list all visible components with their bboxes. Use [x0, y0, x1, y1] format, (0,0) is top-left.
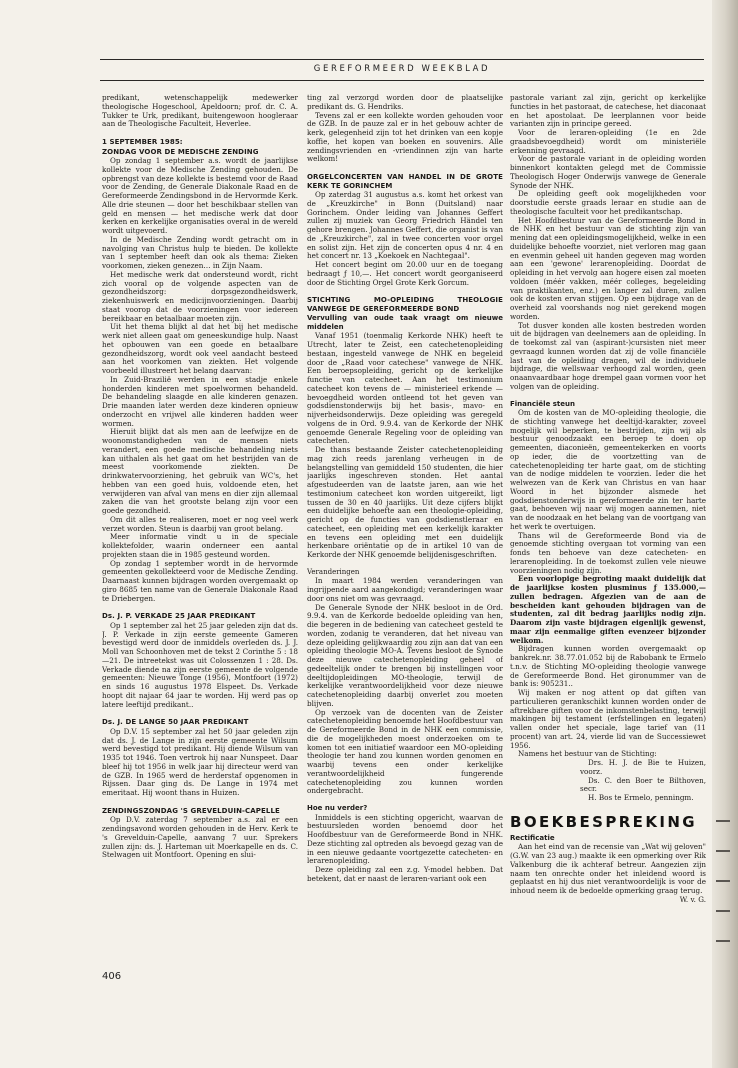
section-subheading: Hoe nu verder? — [307, 804, 368, 812]
section-heading: ORGELCONCERTEN VAN HANDEL IN DE GROTE KERK TE GORINCHEM — [307, 173, 503, 190]
edge-mark — [716, 850, 730, 852]
paragraph: Thans wil de Gereformeerde Bond via de genoemde stichting overgaan tot vorming van een fonds ten behoeve van deze catecheten- en lerarenopleiding. In de toekomst zullen vele nieuwe voorzieningen nodig zijn. — [510, 530, 706, 575]
paragraph: Voor de leraren-opleiding (1e en 2de graadsbevoegdheid) wordt om ministeriële erkenning gevraagd. — [510, 128, 706, 155]
section-subheading: Rectificatie — [510, 833, 555, 842]
paragraph: In de Medische Zending wordt getracht om in navolging van Christus hulp te bieden. De kollekte van 1 september heeft dan ook als thema: Zieken voorkomen, zieken genezen… in Zijn Naam. — [102, 234, 298, 270]
paragraph: Tot dusver konden alle kosten bestreden worden uit de bijdragen van deelnemers aan de opleiding. In de toekomst zal van (aspirant-)cursisten niet meer gevraagd kunnen worden dat zij de volle financiële last van de opleiding dragen, wil de individuele bijdrage, die wellswaar verhoogd zal worden, geen onaanvaardbaar hoge drempel gaan vormen voor het volgen van de opleiding. — [510, 320, 706, 391]
section-subheading: Veranderingen — [307, 567, 360, 576]
paragraph: Het Hoofdbestuur van de Gereformeerde Bond in de NHK en het bestuur van de stichting zijn van mening dat een opleidingsmogelijkheid, welke in een duidelijke behoefte voorziet, niet verloren mag gaan en evenmin geheel uit handen gegeven mag worden aan een 'gewone' lerarenopleiding. Doordat de opleiding in het vervolg aan hogere eisen zal moeten voldoen (méér vakken, méér colleges, begeleiding van praktikanten, enz.) en langer zal duren, zullen ook de kosten ervan stijgen. Op een bijdrage van de overheid zal voorshands nog niet gerekend mogen worden. — [510, 215, 706, 321]
paragraph: De thans bestaande Zeister catechetenopleiding mag zich reeds jarenlang verheugen in de belangstelling van gemiddeld 150 studenten, die hier jaarlijks ingeschreven stonden. Het aantal afgestudeerden van de laatste jaren, aan wie het testimonium catecheet kon worden uitgereikt, ligt tussen de 30 en 40 jaarlijks. Uit deze cijfers blijkt een duidelijke behoefte aan een theologie-opleiding, gericht op de functies van godsdienstleraar en catecheet, een opleiding met een kerkelijk karakter en tevens een opleiding met een duidelijk herkenbare oriëntatie op de in artikel 10 van de Kerkorde der NHK genoemde belijdenisgeschriften. — [307, 445, 503, 559]
paragraph: Het medische werk dat ondersteund wordt, richt zich vooral op de volgende aspecten van de gezondheidszorg: dorpsgezondheidswerk, ziekenhuiswerk en medicijnvoorzieningen. Daarbij staat voorop dat de voorzieningen voor iedereen bereikbaar en betaalbaar moeten zijn. — [102, 269, 298, 323]
paragraph: Op D.V. 15 september zal het 50 jaar geleden zijn dat ds. J. de Lange in zijn eerste gemeente Wilsum werd bevestigd tot predikant. Hij diende Wilsum van 1935 tot 1946. Toen vertrok hij naar Nunspeet. Daar bleef hij tot 1956 in welk jaar hij directeur werd van de GZB. In 1965 werd de herderstaf opgenomen in Rijssen. Daar ging ds. De Lange in 1974 met emeritaat. Hij woont thans in Huizen. — [102, 726, 298, 797]
column-1 — [102, 94, 298, 969]
paragraph: Op zondag 1 september wordt in de hervormde gemeenten gekollekteerd voor de Medische Zending. Daarnaast kunnen bijdragen worden overgemaakt op giro 8685 ten name van de Generale Diakonale Raad te Driebergen. — [102, 558, 298, 603]
section-heading: Ds. J. DE LANGE 50 JAAR PREDIKANT — [102, 718, 249, 727]
paragraph: Voor de pastorale variant in de opleiding worden binnenkort kontakten gelegd met de Commissie Theologisch Hoger Onderwijs vanwege de Generale Synode der NHK. — [510, 154, 706, 190]
paragraph: Tevens zal er een kollekte worden gehouden voor de GZB. In de pauze zal er in het gebouw achter de kerk, gelegenheid zijn tot het drinken van een kopje koffie, het kopen van boeken en souvenirs. Alle zendingsvrienden en -vriendinnen zijn van harte welkom! — [307, 110, 503, 164]
header-rule-bottom — [100, 80, 704, 81]
paragraph: Meer informatie vindt u in de speciale kollektefolder, waarin onderneer een aantal projekten staan die in 1985 gesteund worden. — [102, 532, 298, 559]
header-rule-top — [100, 59, 704, 60]
paragraph: De opleiding geeft ook mogelijkheden voor doorstudie eerste graads leraar en studie aan de theologische faculteit voor het predikantschap. — [510, 189, 706, 216]
signature-line: Namens het bestuur van de Stichting: — [518, 749, 657, 759]
paragraph: Op zaterdag 31 augustus a.s. komt het orkest van de „Kreuzkirche" in Bonn (Duitsland) naar Gorinchem. Onder leiding van Johannes Geffert zullen zij muziek van Georg Friedrich Händel ten gehore brengen. Johannes Geffert, die organist is van de „Kreuzkirche", zal in twee concerten voor orgel en solist zijn. Het zijn de concerten opus 4 nr. 4 en het concert nr. 13 „Koekoek en Nachtegaal". — [307, 190, 503, 261]
signature-line: Drs. H. J. de Bie te Huizen, voorz. — [580, 758, 706, 776]
paragraph: Inmiddels is een stichting opgericht, waarvan de bestuursleden worden benoemd door het Hoofdbestuur van de Gereformeerde Bond in NHK. Deze stichting zal optreden als bevoegd gezag van de in een nieuwe gedaante voortgezette catecheten- en lerarenopleiding. — [307, 812, 503, 866]
section-date: 1 SEPTEMBER 1985: — [102, 138, 183, 146]
paragraph: De Generale Synode der NHK besloot in de Ord. 9.9.4. van de Kerkorde bedoelde opleiding van hen, die begeren in de bediening van catecheet gesteld te worden, zodanig te veranderen, dat het niveau van deze opleiding gelijkwaardig zou zijn aan dat van een opleiding theologie MO-A. Tevens besloot de Synode deze nieuwe catechetenopleiding geheel of gedeeltelijk onder te brengen bij instellingen voor deeltijdopleidingen MO-theologie, terwijl de kerkelijke verantwoordelijkheid voor deze nieuwe catechetenopleiding daarbij onverlet zou moeten blijven. — [307, 602, 503, 708]
paragraph: Op 1 september zal het 25 jaar geleden zijn dat ds. J. P. Verkade in zijn eerste gemeente Gameren bevestigd werd door de inmiddels overleden ds. J. J. Moll van Schoonhoven met de tekst 2 Corinthe 5 : 18—21. De intreetekst was uit Colossenzen 1 : 28. Ds. Verkade diende na zijn eerste gemeente de volgende gemeenten: Nieuwe Tonge (1956), Montfoort (1972) en sinds 16 augustus 1978 Elspeet. Ds. Verkade hoopt dit najaar 64 jaar te worden. Hij werd pas op latere leeftijd predikant.. — [102, 620, 298, 709]
paragraph: Op zondag 1 september a.s. wordt de jaarlijkse kollekte voor de Medische Zending gehouden. De opbrengst van deze kollekte is bestemd voor de Raad voor de Zending, de Generale Diakonale Raad en de Gereformeerde Zendingsbond in de Hervormde Kerk. Alle drie steunen — door het beschikbaar stellen van geld en mensen — het medische werk dat door kerken en kerkelijke organisaties overal in de wereld wordt uitgevoerd. — [102, 156, 298, 235]
author-initials: W. v. G. — [679, 894, 706, 904]
bold-callout: Een voorlopige begroting maakt duidelijk dat de jaarlijkse kosten plusminus ƒ 135.000,— zullen bedragen. Afgezien van de aan de bescheiden kant gehouden bijdragen van de studenten, zal dit bedrag jaarlijks nodig zijn. Daarom zijn vaste bijdragen eigenlijk gewenst, maar zijn eenmalige giften evenzeer bijzonder welkom. — [510, 574, 706, 645]
paragraph: predikant, wetenschappelijk medewerker theologische Hogeschool, Apeldoorn; prof. dr. C. A. Tukker te Urk, predikant, buitengewoon hoogleraar aan de Theologische Faculteit, Heverlee. — [102, 94, 298, 129]
paragraph: Om dit alles te realiseren, moet er nog veel werk verzet worden. Steun is daarbij van groot belang. — [102, 514, 298, 533]
column-2 — [307, 94, 503, 944]
column-3 — [510, 94, 706, 974]
edge-mark — [716, 940, 730, 942]
paragraph: Om de kosten van de MO-opleiding theologie, die de stichting vanwege het deeltijd-karakter, zoveel mogelijk wil beperken, te bestrijden, zijn wij als bestuur genoodzaakt een beroep te doen op gemeenten, diaconieën, gemeentekerken en voorts op ieder, die de voortzetting van de catechetenopleiding ter harte gaat, om de stichting van de nodige middelen te voorzien. Ieder die het welwezen van de Kerk van Christus en van haar Woord in het bijzonder alsmede het godsdienstonderwijs in gereformeerde zin ter harte gaat, behoeven wij naar wij mogen aannemen, niet van de noodzaak en het belang van de voortgang van het werk te overtuigen. — [510, 408, 706, 531]
edge-mark — [716, 820, 730, 822]
page-number: 406 — [102, 971, 122, 982]
paragraph: pastorale variant zal zijn, gericht op kerkelijke functies in het pastoraat, de catechese, het diaconaat en het apostolaat. De leerplannen voor beide varianten zijn in principe gereed. — [510, 94, 706, 129]
paragraph: Op verzoek van de docenten van de Zeister catechetenopleiding benoemde het Hoofdbestuur van de Gereformeerde Bond in de NHK een commissie, die de mogelijkheden moest onderzoeken om te komen tot een initiatief waardoor een MO-opleiding theologie ter hand zou kunnen worden genomen en waarbij tevens een onder kerkelijke verantwoordelijkheid fungerende catechetenopleiding zou kunnen worden ondergebracht. — [307, 707, 503, 796]
paragraph: Bijdragen kunnen worden overgemaakt op bankrek.nr. 38.77.01.052 bij de Rabobank te Ermelo t.n.v. de Stichting MO-opleiding theologie vanwege de Gereformeerde Bond. Het gironummer van de bank is: 905231.. — [510, 644, 706, 689]
paragraph: Hieruit blijkt dat als men aan de leefwijze en de woonomstandigheden van de mensen niets verandert, een goede medische behandeling niets kan uithalen als het gaat om het bestrijden van de meest voorkomende ziekten. De drinkwatervoorziening, het gebruik van WC's, het hebben van een goed huis, voldoende eten, het verwijderen van afval van mens en dier zijn allemaal zaken die van het grootste belang zijn voor een goede gezondheid. — [102, 427, 298, 515]
paragraph: Op D.V. zaterdag 7 september a.s. zal er een zendingsavond worden gehouden in de Herv. Kerk te 's Grevelduin-Capelle, aanvang 7 uur. Sprekers zullen zijn: ds. J. Harteman uit Moerkapelle en ds. C. Stelwagen uit Montfoort. Opening en slui- — [102, 815, 298, 860]
section-heading: ZENDINGSZONDAG 'S GREVELDUIN-CAPELLE — [102, 806, 280, 815]
paragraph: In maart 1984 werden veranderingen van ingrijpende aard aangekondigd; veranderingen waar door ons niet om was gevraagd. — [307, 576, 503, 603]
running-header: GEREFORMEERD WEEKBLAD — [313, 64, 491, 74]
section-subheading: Vervulling van oude taak vraagt om nieuwe middelen — [307, 314, 503, 331]
boekbespreking-heading: BOEKBESPREKING — [510, 812, 697, 831]
section-subheading: Financiële steun — [510, 399, 575, 408]
signature-line: H. Bos te Ermelo, penningm. — [588, 793, 694, 802]
edge-mark — [716, 910, 730, 912]
paragraph: ting zal verzorgd worden door de plaatselijke predikant ds. G. Hendriks. — [307, 94, 503, 111]
section-heading: Ds. J. P. VERKADE 25 JAAR PREDIKANT — [102, 612, 256, 621]
signature-line: Ds. C. den Boer te Bilthoven, secr. — [580, 775, 706, 794]
paragraph: Wij maken er nog attent op dat giften van particulieren gerankschikt kunnen worden onder de aftrekbare giften voor de inkomstenbelasting, terwijl makingen bij testament (erfstellingen en legaten) vallen onder het speciale, lage tarief van (11 procent) van art. 24, vierde lid van de Successiewet 1956. — [510, 688, 706, 750]
paragraph: Aan het eind van de recensie van „Wat wij geloven" (G.W. van 23 aug.) maakte ik een opmerking over Rik Valkenburg die ik achteraf betreur. Aangezien zijn naam ten onrechte onder het inleidend woord is geplaatst en hij dus niet verantwoordelijk is voor de inhoud neem ik de bedoelde opmerking graag terug. — [510, 842, 706, 895]
page-edge — [712, 0, 738, 1068]
paragraph: Uit het thema blijkt al dat het bij het medische werk niet alleen gaat om geneeskundige hulp. Naast het opbouwen van een goede en betaalbare gezondheidszorg, wordt ook veel aandacht besteed aan het voorkomen van ziekten. Het volgende voorbeeld illustreert het belang daarvan: — [102, 322, 298, 375]
section-heading: STICHTING MO-OPLEIDING THEOLOGIE VANWEGE DE GEREFORMEERDE BOND — [307, 296, 503, 313]
edge-mark — [716, 880, 730, 882]
paragraph: Deze opleiding zal een z.g. Y-model hebben. Dat betekent, dat er naast de leraren-variant ook een — [307, 865, 503, 883]
paragraph: Vanaf 1951 (toenmalig Kerkorde NHK) heeft te Utrecht, later te Zeist, een catechetenopleiding bestaan, ingesteld vanwege de NHK en begeleid door de „Raad voor catechese" vanwege de NHK. Een beroepsopleiding, gericht op de kerkelijke functie van catecheet. Aan het testimonium catecheet kon tevens de — ministerieel erkende — bevoegdheid worden ontleend tot het geven van godsdienstonderwijs bij het basis-, mavo- en nijverheidsonderwijs. Deze opleiding was geregeld volgens de in Ord. 9.9.4. van de Kerkorde der NHK genoemde Generale Regeling voor de opleiding van catecheten. — [307, 331, 503, 446]
paragraph: Het concert begint om 20.00 uur en de toegang bedraagt ƒ 10,—. Het concert wordt georganiseerd door de Stichting Orgel Grote Kerk Gorcum. — [307, 260, 503, 287]
section-heading: ZONDAG VOOR DE MEDISCHE ZENDING — [102, 147, 259, 156]
paragraph: In Zuid-Brazilië werden in een stadje enkele honderden kinderen met spoelwormen behandeld. De behandeling slaagde en alle kinderen genazen. Drie maanden later werden deze kinderen opnieuw onderzocht en vrijwel alle kinderen hadden weer wormen. — [102, 374, 298, 428]
